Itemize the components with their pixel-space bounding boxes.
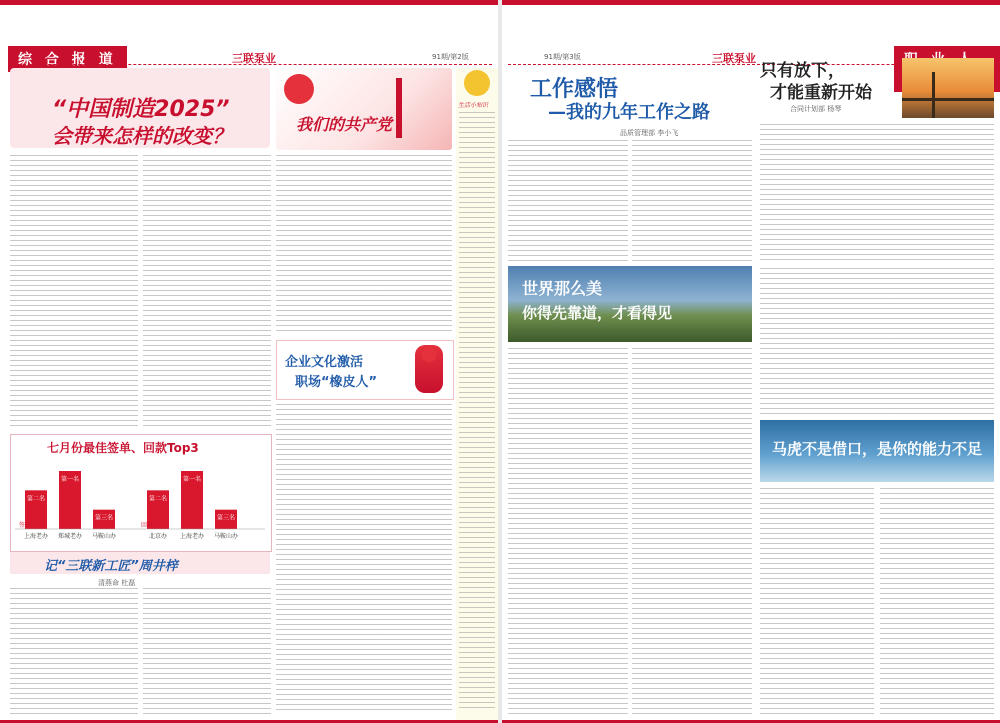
artisan-col-2 [143,588,271,714]
article-col-1 [10,155,138,430]
feature-col-1 [508,140,628,262]
life-tips-sidebar [456,68,498,723]
bar-rank-label: 第二名 [26,495,46,503]
left-section-title: 综 合 报 道 [8,46,127,72]
left-issue: 91期/第2版 [432,53,469,61]
feature-byline: 品质管理部 李小飞 [620,129,679,137]
essay-title-line2: 才能重新开始 [770,83,872,103]
bar-rank-label: 第一名 [60,476,80,483]
smiley-icon [464,70,490,96]
bridge-sunset-image [902,58,994,118]
category-label: 郑城老办 [57,533,83,540]
feature-col-3 [508,348,628,714]
essay-byline: 合同计划部 杨琴 [790,105,842,113]
bar-rank-label: 第三名 [216,514,236,522]
series-label: 回款 [141,522,154,529]
excuse-banner [760,420,994,482]
culture-banner [276,340,454,400]
signing-chart [15,459,265,547]
feature-title-line1: 工作感悟 [530,77,619,102]
excuse-col-1 [760,488,874,714]
life-tips-title: 生活小知识 [458,102,489,109]
quote-line1: 世界那么美 [522,279,603,298]
category-label: 北京办 [148,533,168,540]
right-page [502,0,1000,723]
life-tips-text [459,112,495,712]
artisan-header [10,552,270,574]
bridge-tower [932,72,935,118]
artisan-col-1 [10,588,138,714]
quote-line2: 你得先靠道，才看得见 [522,304,673,322]
article-col-2 [143,155,271,430]
artisan-title: 记“三联新工匠”周井梓 [44,559,178,574]
bridge-deck [902,98,994,101]
feature-col-2 [632,140,752,262]
category-label: 马鞍山办 [91,533,117,540]
series-label: 签单 [19,522,32,529]
left-page [0,0,498,723]
bar-rank-label: 第二名 [148,495,168,503]
essay-text-2 [760,268,994,418]
culture-banner-line2: 职场“橡皮人” [295,375,378,390]
headline-line2: 会带来怎样的改变？ [52,124,232,148]
excuse-col-2 [880,488,994,714]
party-article [276,155,452,335]
top-band-right [502,0,1000,5]
culture-banner-line1: 企业文化激活 [285,355,364,370]
category-label: 上海老办 [179,533,205,540]
feature-title-line2: —我的九年工作之路 [548,102,710,123]
essay-title-line1: 只有放下， [760,61,845,81]
category-label: 上海老办 [23,533,49,540]
bar-rank-label: 第三名 [94,514,114,522]
party-emblem [284,74,314,104]
chart-title: 七月份最佳签单、回款Top3 [47,441,199,455]
bar-rank-label: 第一名 [182,476,202,483]
feature-col-4 [632,348,752,714]
category-label: 马鞍山办 [213,533,239,540]
essay-text-1 [760,124,994,262]
signing-chart-box [10,434,272,552]
top-band [0,0,498,5]
quote-banner-image [508,266,752,342]
header-rule [8,64,492,65]
rubber-man-figure [415,345,443,393]
headline-line1: “中国制造2025” [52,97,230,122]
left-logo: 三联泵业 [232,52,276,65]
culture-article [276,404,452,714]
party-image [276,68,452,150]
right-issue: 91期/第3版 [544,53,581,61]
party-calligraphy: 我们的共产党 [296,115,393,134]
monument-shape [396,78,402,138]
artisan-byline: 清燕命 杜磊 [98,579,136,587]
excuse-banner-text: 马虎不是借口，是你的能力不足 [772,440,983,458]
right-logo: 三联泵业 [712,52,756,65]
